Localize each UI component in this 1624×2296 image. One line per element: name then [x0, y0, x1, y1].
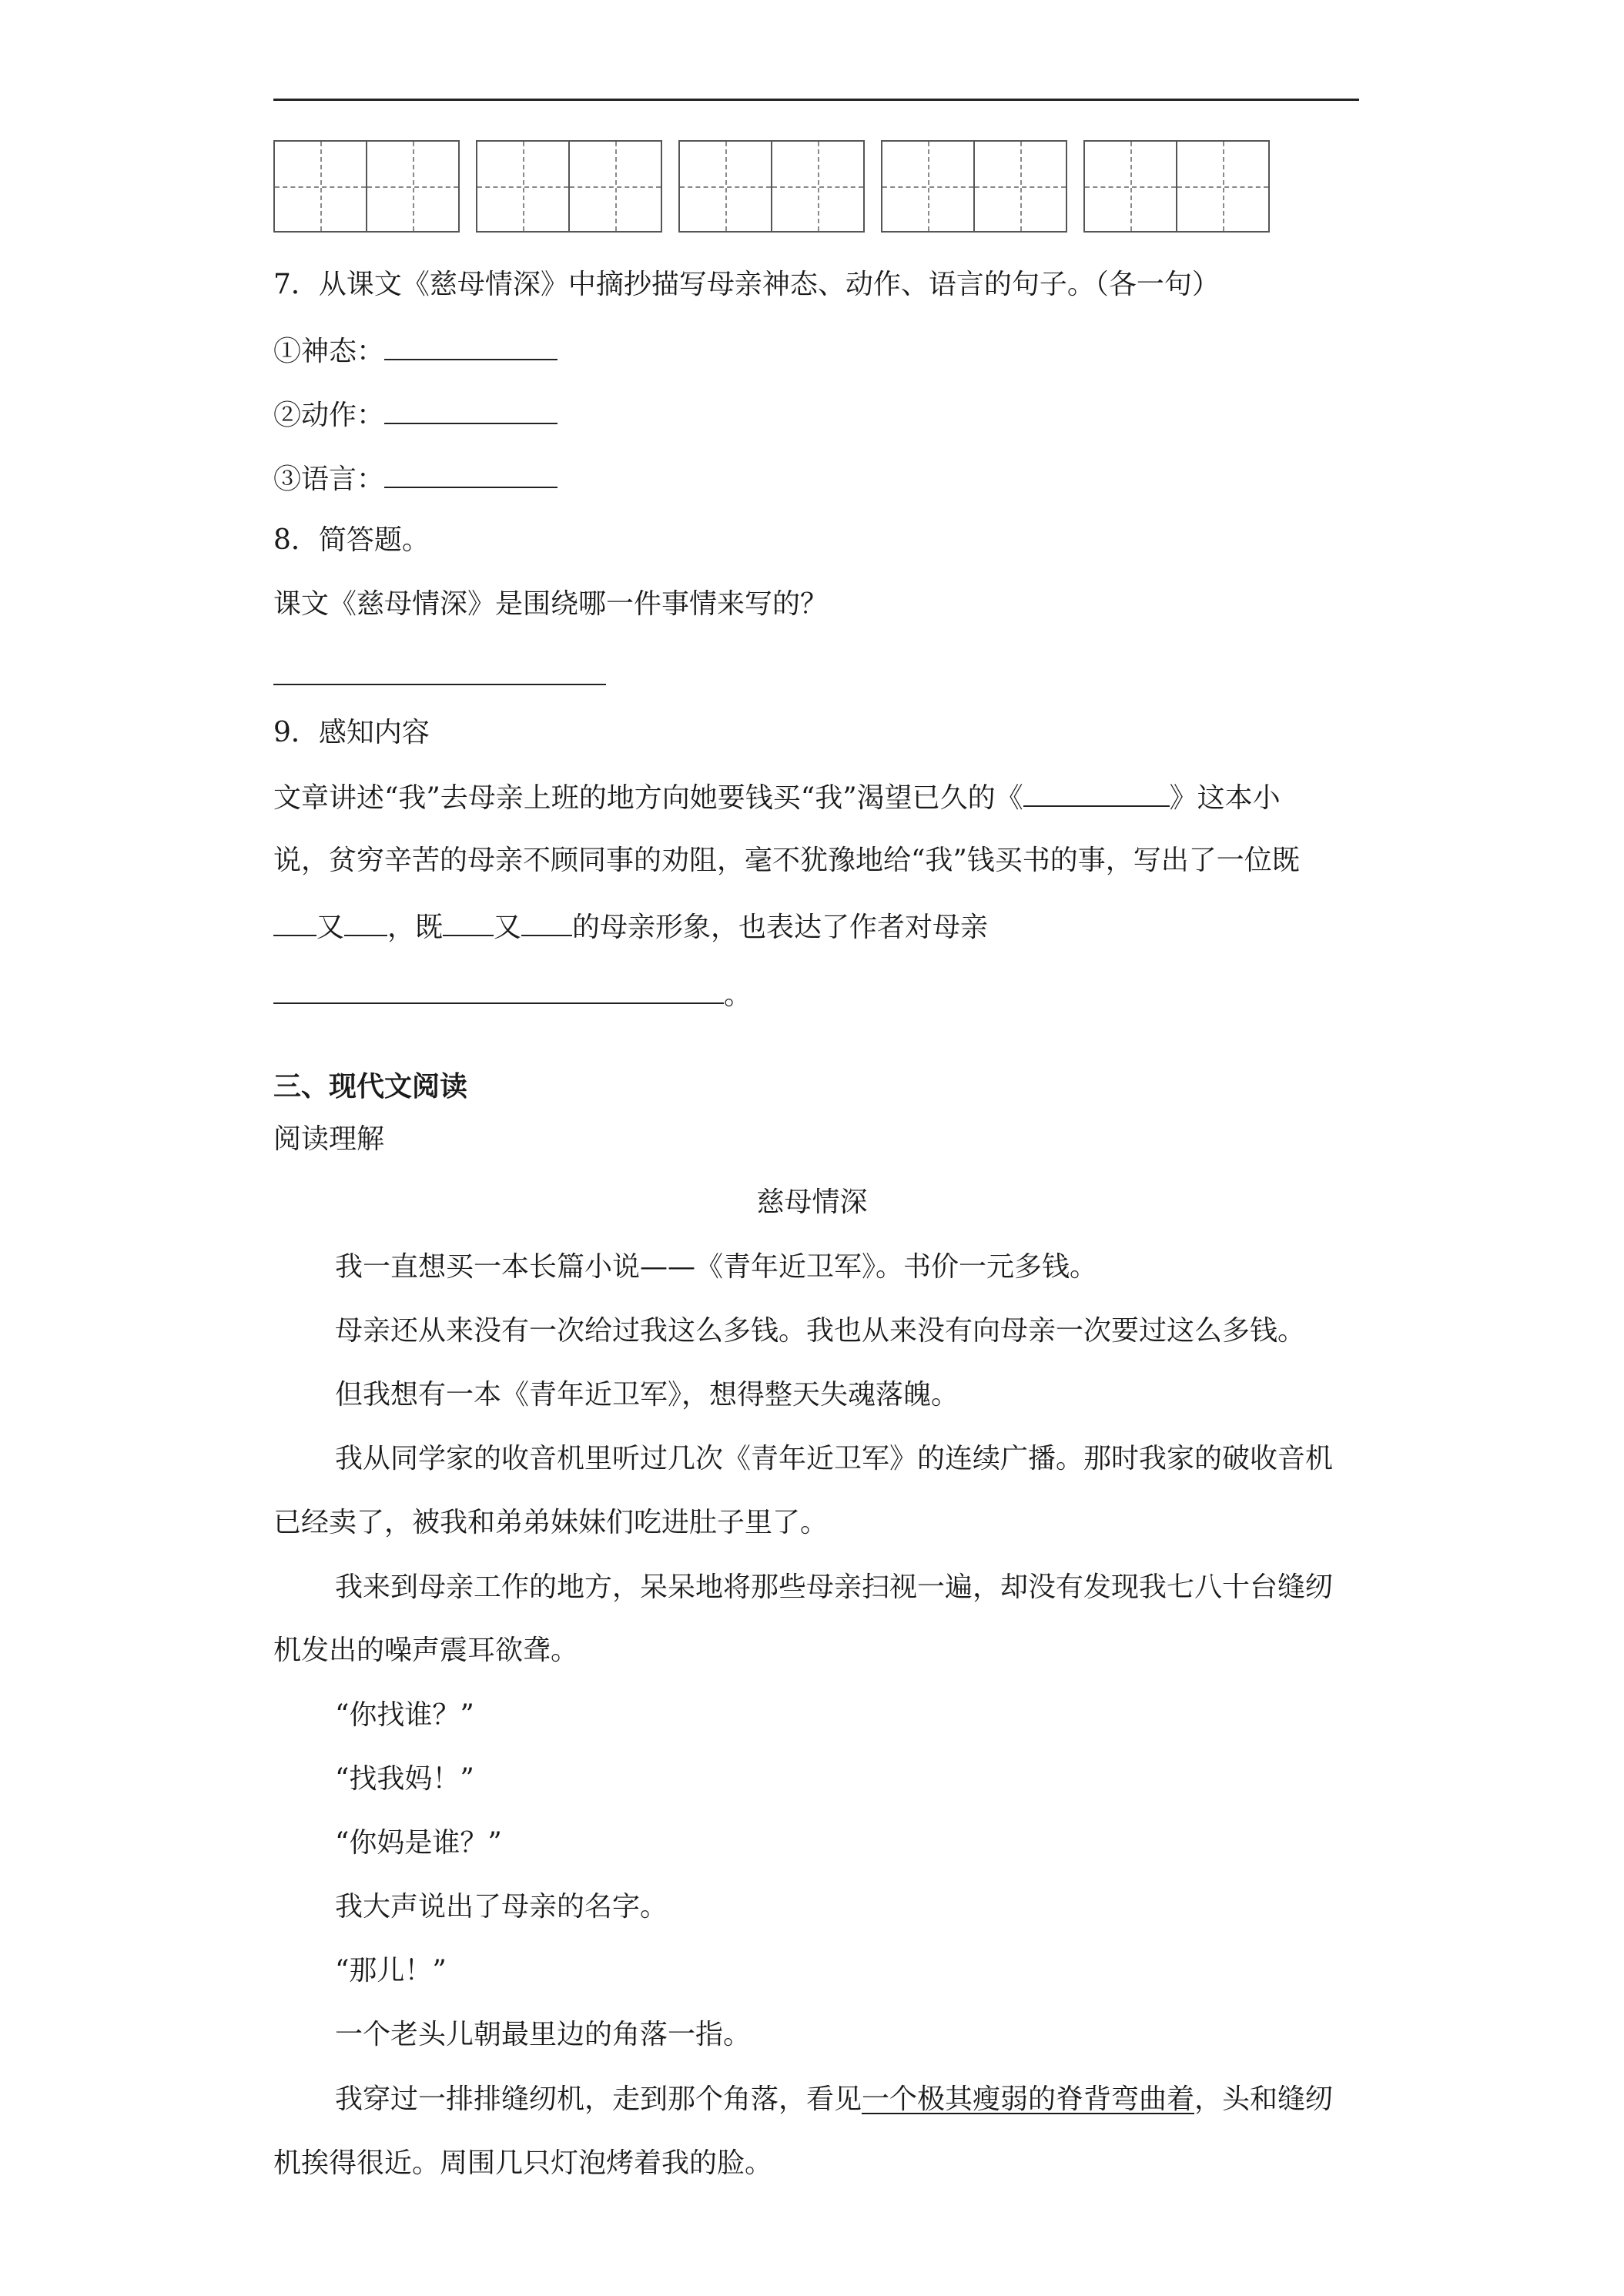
underlined-sentence: 一个极其瘦弱的脊背弯曲着 [862, 2083, 1195, 2115]
q9-text: ，既 [387, 912, 444, 943]
q7-item-action [273, 397, 558, 433]
passage-paragraph: 但我想有一本《青年近卫军》，想得整天失魂落魄。 [335, 1379, 959, 1411]
answer-blank[interactable] [521, 909, 572, 936]
answer-blank[interactable] [273, 976, 724, 1004]
q9-line2: 说，贫穷辛苦的母亲不顾同事的劝阻，毫不犹豫地给“我”钱买书的事，写出了一位既 [273, 845, 1300, 876]
q8-question: 课文《慈母情深》是围绕哪一件事情来写的？ [273, 588, 829, 620]
tianzige-box[interactable] [1083, 140, 1270, 233]
grid-cell [973, 142, 1066, 231]
passage-dialogue: “那儿！” [335, 1955, 447, 1986]
answer-blank[interactable] [273, 909, 316, 936]
q8-answer-line[interactable] [273, 684, 606, 685]
q9-text: 。 [724, 979, 752, 1011]
answer-blank[interactable] [384, 460, 558, 488]
passage-paragraph-cont: 机挨得很近。周围几只灯泡烤着我的脸。 [273, 2147, 773, 2179]
passage-paragraph [335, 2083, 1333, 2117]
grid-cell [771, 142, 863, 231]
passage-dialogue: “你妈是谁？” [335, 1827, 502, 1859]
passage-paragraph: 我一直想买一本长篇小说——《青年近卫军》。书价一元多钱。 [335, 1251, 1098, 1283]
grid-cell [477, 142, 568, 231]
q9-line1 [273, 779, 1281, 815]
passage-paragraph: 母亲还从来没有一次给过我这么多钱。我也从来没有向母亲一次要过这么多钱。 [335, 1315, 1306, 1347]
passage-text: ，头和缝纫 [1194, 2083, 1334, 2115]
q9-line4 [273, 976, 752, 1012]
q9-text: 又 [494, 912, 522, 943]
q7-item-label: ①神态： [273, 336, 385, 367]
q9-text: 文章讲述“我”去母亲上班的地方向她要钱买“我”渴望已久的《 [273, 782, 1023, 814]
passage-paragraph: 一个老头儿朝最里边的角落一指。 [335, 2019, 752, 2050]
passage-paragraph: 我从同学家的收音机里听过几次《青年近卫军》的连续广播。那时我家的破收音机 [335, 1443, 1334, 1474]
q7-item-label: ②动作： [273, 400, 385, 431]
passage-dialogue: “你找谁？” [335, 1699, 474, 1731]
book-title-blank[interactable] [1023, 779, 1170, 807]
q9-stem: 9．感知内容 [273, 717, 430, 748]
passage-paragraph-cont: 已经卖了，被我和弟弟妹妹们吃进肚子里了。 [273, 1507, 829, 1538]
tianzige-box[interactable] [678, 140, 865, 233]
grid-cell [366, 142, 458, 231]
q7-item-label: ③语言： [273, 464, 385, 495]
q8-stem: 8．简答题。 [273, 524, 430, 556]
section-heading: 三、现代文阅读 [273, 1071, 468, 1103]
grid-cell [275, 142, 366, 231]
answer-blank[interactable] [384, 333, 558, 360]
tianzige-box[interactable] [273, 140, 460, 233]
q9-text: 》这本小 [1169, 782, 1281, 814]
passage-dialogue: “找我妈！” [335, 1763, 474, 1795]
section-subheading: 阅读理解 [273, 1123, 385, 1155]
tianzige-box[interactable] [476, 140, 662, 233]
grid-cell [680, 142, 771, 231]
answer-blank[interactable] [384, 397, 558, 424]
passage-paragraph: 我大声说出了母亲的名字。 [335, 1891, 668, 1923]
q7-stem: 7．从课文《慈母情深》中摘抄描写母亲神态、动作、语言的句子。（各一句） [273, 269, 1220, 300]
tianzige-grid [273, 140, 1274, 234]
answer-blank[interactable] [344, 909, 387, 936]
passage-title: 慈母情深 [756, 1186, 868, 1218]
answer-blank[interactable] [443, 909, 494, 936]
q9-text: 的母亲形象，也表达了作者对母亲 [572, 912, 989, 943]
grid-cell [882, 142, 973, 231]
q7-item-expression [273, 333, 558, 369]
q9-text: 又 [316, 912, 345, 943]
passage-paragraph-cont: 机发出的噪声震耳欲聋。 [273, 1635, 579, 1666]
passage-text: 我穿过一排排缝纫机，走到那个角落，看见 [335, 2083, 862, 2115]
grid-cell [1085, 142, 1176, 231]
q9-line3 [273, 909, 988, 945]
grid-cell [1176, 142, 1268, 231]
tianzige-box[interactable] [881, 140, 1067, 233]
q7-item-speech [273, 460, 558, 497]
grid-cell [568, 142, 661, 231]
top-rule [273, 99, 1359, 101]
passage-paragraph: 我来到母亲工作的地方，呆呆地将那些母亲扫视一遍，却没有发现我七八十台缝纫 [335, 1571, 1334, 1603]
